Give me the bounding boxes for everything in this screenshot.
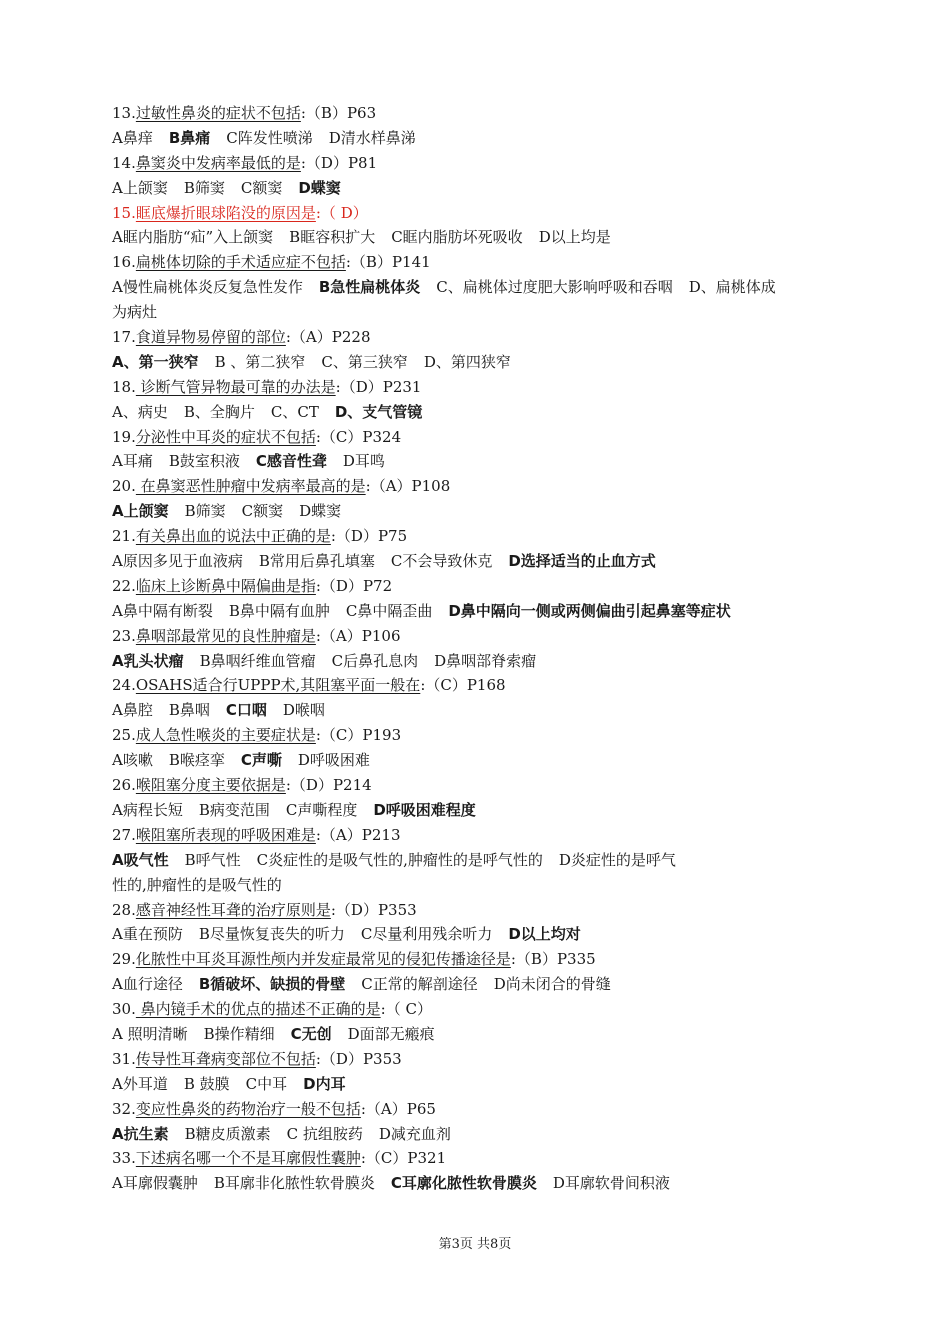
correct-option: C感音性聋 bbox=[255, 452, 327, 471]
question-answer: :（B）P141 bbox=[345, 253, 431, 272]
options-line bbox=[112, 350, 842, 375]
option: A咳嗽 bbox=[112, 751, 153, 770]
question-number: 16. bbox=[112, 253, 136, 272]
question-stem: 成人急性喉炎的主要症状是 bbox=[135, 726, 316, 745]
question-stem: 下述病名哪一个不是耳廓假性囊肿 bbox=[135, 1149, 361, 1168]
question-number: 27. bbox=[112, 825, 136, 844]
question-answer: :（C）P321 bbox=[360, 1149, 447, 1168]
question-line bbox=[112, 425, 842, 450]
option: C鼻中隔歪曲 bbox=[345, 601, 433, 620]
options-line bbox=[112, 798, 842, 823]
option: B操作精细 bbox=[203, 1024, 275, 1043]
question-answer: :（D）P353 bbox=[315, 1049, 402, 1068]
option: C不会导致休克 bbox=[390, 552, 493, 571]
question-stem: 鼻咽部最常见的良性肿瘤是 bbox=[135, 626, 316, 645]
question-stem: 化脓性中耳炎耳源性颅内并发症最常见的侵犯传播途径是 bbox=[135, 950, 511, 969]
question-line bbox=[112, 823, 842, 848]
question-stem: 过敏性鼻炎的症状不包括 bbox=[135, 104, 301, 122]
option: B鼓室积液 bbox=[168, 452, 240, 471]
option: B鼻咽 bbox=[168, 701, 210, 720]
question-line bbox=[112, 1047, 842, 1072]
options-continuation: 为病灶 bbox=[112, 303, 158, 322]
options-line bbox=[112, 1122, 842, 1147]
question-stem: 分泌性中耳炎的症状不包括 bbox=[135, 427, 316, 446]
question-number: 28. bbox=[112, 900, 136, 919]
question-line bbox=[112, 524, 842, 549]
option: C眶内脂肪坏死吸收 bbox=[391, 228, 523, 247]
question-number: 17. bbox=[112, 328, 136, 347]
question-stem: 临床上诊断鼻中隔偏曲是指 bbox=[135, 576, 316, 595]
question-number: 25. bbox=[112, 726, 136, 745]
option: A外耳道 bbox=[112, 1074, 168, 1093]
option: D喉咽 bbox=[282, 701, 325, 720]
question-stem: 扁桃体切除的手术适应症不包括 bbox=[135, 253, 346, 272]
option: D面部无瘢痕 bbox=[347, 1024, 435, 1043]
option: C、第三狭窄 bbox=[321, 352, 408, 371]
correct-option: C无创 bbox=[290, 1024, 332, 1043]
option: B喉痉挛 bbox=[168, 751, 225, 770]
option: B糖皮质激素 bbox=[184, 1124, 271, 1143]
question-answer: :（D）P75 bbox=[330, 527, 408, 546]
options-line bbox=[112, 225, 842, 250]
options-line bbox=[112, 649, 842, 674]
options-line bbox=[112, 549, 842, 574]
question-number: 21. bbox=[112, 527, 136, 546]
question-answer: :（D）P353 bbox=[330, 900, 417, 919]
question-answer: :（B）P335 bbox=[510, 950, 596, 969]
question-answer: :（B）P63 bbox=[300, 104, 377, 122]
correct-option: A乳头状瘤 bbox=[112, 651, 184, 670]
correct-option: A上颌窦 bbox=[112, 502, 169, 521]
option: C后鼻孔息肉 bbox=[331, 651, 419, 670]
question-answer: :（C）P168 bbox=[420, 676, 506, 695]
options-line bbox=[112, 499, 842, 524]
correct-option: B鼻痛 bbox=[168, 128, 211, 147]
question-line bbox=[112, 325, 842, 350]
question-answer: :（A）P108 bbox=[365, 477, 451, 496]
option: C中耳 bbox=[245, 1074, 288, 1093]
options-line bbox=[112, 1171, 842, 1196]
option: A鼻腔 bbox=[112, 701, 153, 720]
correct-option: D以上均对 bbox=[508, 925, 581, 944]
question-stem: 鼻窦炎中发病率最低的是 bbox=[135, 153, 301, 172]
options-line bbox=[112, 1022, 842, 1047]
option: D耳鸣 bbox=[342, 452, 385, 471]
question-number: 30. bbox=[112, 1000, 136, 1019]
question-list bbox=[112, 101, 842, 1196]
option: B病变范围 bbox=[198, 800, 270, 819]
question-number: 26. bbox=[112, 776, 136, 795]
question-stem: OSAHS适合行UPPP术,其阻塞平面一般在 bbox=[135, 676, 421, 695]
question-number: 18. bbox=[112, 377, 136, 396]
option: C、扁桃体过度肥大影响呼吸和吞咽 bbox=[436, 278, 673, 297]
options-line bbox=[112, 599, 842, 624]
options-continuation: 性的,肿瘤性的是吸气性的 bbox=[112, 875, 282, 894]
question-line bbox=[112, 151, 842, 176]
question-answer: :（D）P214 bbox=[285, 776, 372, 795]
question-stem: 感音神经性耳聋的治疗原则是 bbox=[135, 900, 331, 919]
option: A耳廓假囊肿 bbox=[112, 1174, 198, 1193]
question-answer: :（A）P228 bbox=[285, 328, 371, 347]
question-line bbox=[112, 201, 842, 226]
correct-option: C耳廓化脓性软骨膜炎 bbox=[390, 1174, 537, 1193]
question-number: 31. bbox=[112, 1049, 136, 1068]
option: C额窦 bbox=[241, 502, 284, 521]
question-line bbox=[112, 101, 842, 126]
question-number: 24. bbox=[112, 676, 136, 695]
option: B筛窦 bbox=[183, 178, 225, 197]
question-line bbox=[112, 997, 842, 1022]
options-line bbox=[112, 972, 842, 997]
correct-option: D呼吸困难程度 bbox=[373, 800, 476, 819]
question-number: 22. bbox=[112, 576, 136, 595]
options-line bbox=[112, 1072, 842, 1097]
question-answer: :（A）P213 bbox=[315, 825, 401, 844]
question-stem: 在鼻窦恶性肿瘤中发病率最高的是 bbox=[135, 477, 366, 496]
option: A、病史 bbox=[112, 402, 168, 421]
correct-option: B循破坏、缺损的骨壁 bbox=[198, 975, 346, 994]
option: A重在预防 bbox=[112, 925, 183, 944]
option: D耳廓软骨间积液 bbox=[552, 1174, 670, 1193]
correct-option: B急性扁桃体炎 bbox=[318, 278, 421, 297]
options-line bbox=[112, 748, 842, 773]
options-line bbox=[112, 176, 842, 201]
question-number: 19. bbox=[112, 427, 136, 446]
option: B鼻咽纤维血管瘤 bbox=[199, 651, 316, 670]
question-stem: 传导性耳聋病变部位不包括 bbox=[135, 1049, 316, 1068]
option: C额窦 bbox=[240, 178, 283, 197]
correct-option: D选择适当的止血方式 bbox=[508, 552, 656, 571]
option: A慢性扁桃体炎反复急性发作 bbox=[112, 278, 303, 297]
question-number: 14. bbox=[112, 153, 136, 172]
question-stem: 喉阻塞所表现的呼吸困难是 bbox=[135, 825, 316, 844]
question-line bbox=[112, 673, 842, 698]
correct-option: D内耳 bbox=[303, 1074, 346, 1093]
option: A血行途径 bbox=[112, 975, 183, 994]
options-line bbox=[112, 126, 842, 151]
option: D、第四狭窄 bbox=[423, 352, 511, 371]
option: A鼻痒 bbox=[112, 128, 153, 147]
question-stem: 食道异物易停留的部位 bbox=[135, 328, 286, 347]
option: B鼻中隔有血肿 bbox=[228, 601, 330, 620]
correct-option: A抗生素 bbox=[112, 1124, 169, 1143]
question-line bbox=[112, 375, 842, 400]
option: D清水样鼻涕 bbox=[328, 128, 416, 147]
options-line bbox=[112, 400, 842, 425]
option: D呼吸困难 bbox=[297, 751, 370, 770]
question-answer: :（D）P72 bbox=[315, 576, 393, 595]
option: C声嘶程度 bbox=[285, 800, 358, 819]
option: D蝶窦 bbox=[299, 502, 342, 521]
question-answer: :（ C） bbox=[380, 1000, 432, 1019]
option: C 抗组胺药 bbox=[286, 1124, 363, 1143]
question-number: 29. bbox=[112, 950, 136, 969]
option: B耳廓非化脓性软骨膜炎 bbox=[213, 1174, 375, 1193]
question-line bbox=[112, 474, 842, 499]
options-line bbox=[112, 922, 842, 947]
option: B 、第二狭窄 bbox=[214, 352, 306, 371]
question-number: 15. bbox=[112, 203, 136, 222]
option: B、全胸片 bbox=[183, 402, 255, 421]
option: A原因多见于血液病 bbox=[112, 552, 243, 571]
question-stem: 眶底爆折眼球陷没的原因是 bbox=[135, 203, 316, 222]
question-number: 13. bbox=[112, 104, 136, 122]
question-line bbox=[112, 624, 842, 649]
correct-option: A、第一狭窄 bbox=[112, 352, 199, 371]
option: A鼻中隔有断裂 bbox=[112, 601, 213, 620]
option: B常用后鼻孔填塞 bbox=[258, 552, 375, 571]
option: A 照明清晰 bbox=[112, 1024, 188, 1043]
correct-option: D、支气管镜 bbox=[334, 402, 423, 421]
option: D鼻咽部脊索瘤 bbox=[434, 651, 537, 670]
option: D、扁桃体成 bbox=[688, 278, 776, 297]
options-line bbox=[112, 275, 842, 300]
correct-option: C声嘶 bbox=[240, 751, 282, 770]
option: C正常的解剖途径 bbox=[361, 975, 478, 994]
option: C炎症性的是吸气性的,肿瘤性的是呼气性的 bbox=[256, 850, 543, 869]
option: A病程长短 bbox=[112, 800, 183, 819]
option: B 鼓膜 bbox=[183, 1074, 230, 1093]
question-answer: :（C）P324 bbox=[315, 427, 402, 446]
question-line bbox=[112, 574, 842, 599]
correct-option: D蝶窦 bbox=[298, 178, 341, 197]
options-line bbox=[112, 848, 842, 873]
option: D尚未闭合的骨缝 bbox=[493, 975, 611, 994]
option: D以上均是 bbox=[538, 228, 611, 247]
question-number: 20. bbox=[112, 477, 136, 496]
question-stem: 变应性鼻炎的药物治疗一般不包括 bbox=[135, 1099, 361, 1118]
option: B呼气性 bbox=[184, 850, 241, 869]
question-answer: :（C）P193 bbox=[315, 726, 402, 745]
question-answer: :（D）P81 bbox=[300, 153, 378, 172]
option: B尽量恢复丧失的听力 bbox=[198, 925, 345, 944]
option: C尽量利用残余听力 bbox=[360, 925, 493, 944]
question-answer: :（A）P65 bbox=[360, 1099, 436, 1118]
question-answer: :（D）P231 bbox=[335, 377, 422, 396]
option: D减充血剂 bbox=[378, 1124, 451, 1143]
options-line bbox=[112, 698, 842, 723]
option: C阵发性喷涕 bbox=[226, 128, 313, 147]
option: B筛窦 bbox=[184, 502, 226, 521]
question-stem: 诊断气管异物最可靠的办法是 bbox=[135, 377, 336, 396]
question-line bbox=[112, 1097, 842, 1122]
question-number: 33. bbox=[112, 1149, 136, 1168]
question-answer: :（A）P106 bbox=[315, 626, 401, 645]
question-answer: :（ D） bbox=[315, 203, 368, 222]
option: D炎症性的是呼气 bbox=[558, 850, 676, 869]
option: A眶内脂肪“疝”入上颌窦 bbox=[112, 228, 274, 247]
question-line bbox=[112, 1146, 842, 1171]
question-line bbox=[112, 947, 842, 972]
question-stem: 喉阻塞分度主要依据是 bbox=[135, 776, 286, 795]
question-stem: 鼻内镜手术的优点的描述不正确的是 bbox=[135, 1000, 381, 1019]
option: B眶容积扩大 bbox=[289, 228, 376, 247]
question-stem: 有关鼻出血的说法中正确的是 bbox=[135, 527, 331, 546]
question-number: 32. bbox=[112, 1099, 136, 1118]
question-line bbox=[112, 250, 842, 275]
question-line bbox=[112, 773, 842, 798]
option: A耳痛 bbox=[112, 452, 153, 471]
options-line bbox=[112, 449, 842, 474]
option: A上颌窦 bbox=[112, 178, 168, 197]
correct-option: A吸气性 bbox=[112, 850, 169, 869]
correct-option: D鼻中隔向一侧或两侧偏曲引起鼻塞等症状 bbox=[448, 601, 731, 620]
question-number: 23. bbox=[112, 626, 136, 645]
option: C、CT bbox=[270, 402, 319, 421]
question-line bbox=[112, 898, 842, 923]
question-line bbox=[112, 723, 842, 748]
correct-option: C口咽 bbox=[225, 701, 267, 720]
page-footer: 第3页 共8页 bbox=[438, 1237, 512, 1252]
